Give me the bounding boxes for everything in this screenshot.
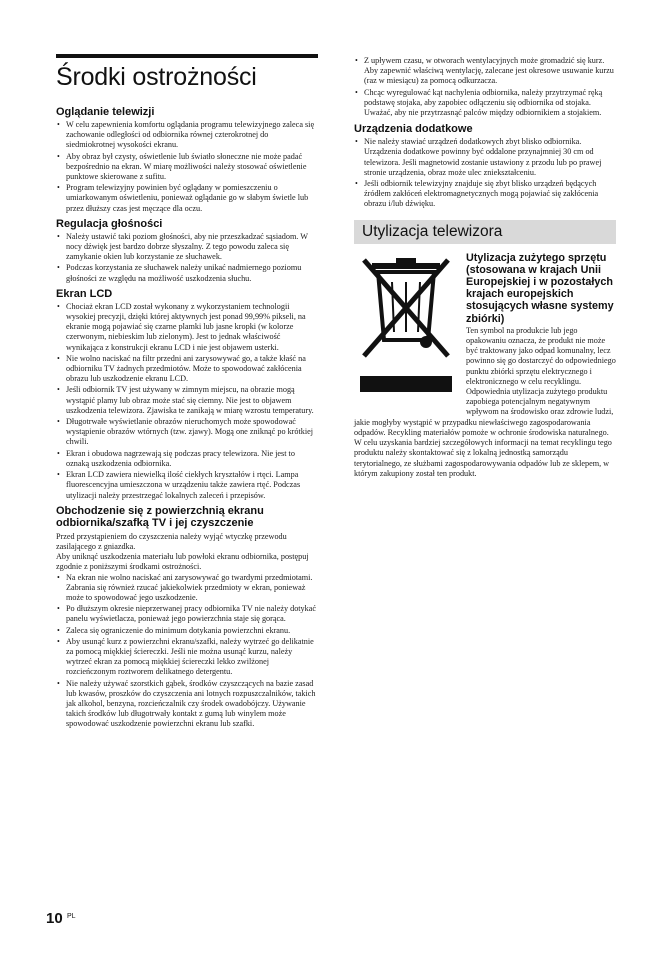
list-item: • Ekran i obudowa nagrzewają się podczas pracy telewizora. Nie jest to oznaką uszkodzenia odbiornika. [56,449,318,469]
section-heading: Ekran LCD [56,287,113,300]
list-item: • Aby usunąć kurz z powierzchni ekranu/szafki, należy wytrzeć go delikatnie za pomocą miękkiej ściereczki. Jeśli nie można usunąć kurzu, należy wytrzeć ekran za pomocą miękkiej ściereczki lekko zwilżonej rozcieńczonym roztworem delikatnego detergentu. [56,637,318,678]
section-heading: Obchodzenie się z powierzchnią ekranu odbiornika/szafką TV i jej czyszczenie [56,504,264,530]
bullet-list [56,302,318,501]
bullet-list [56,232,318,284]
bullet-list [354,56,616,118]
list-item: • W celu zapewnienia komfortu oglądania programu telewizyjnego zaleca się zachowanie odległości od odbiornika równej czterokrotnej do siedmiokrotnej wysokości ekranu. [56,120,318,151]
list-item: • Na ekran nie wolno naciskać ani zarysowywać go twardymi przedmiotami. Zabrania się również rzucać jakiekolwiek przedmioty w ekran, ponieważ może to spowodować jego uszkodzenie. [56,573,318,604]
section-heading: Urządzenia dodatkowe [354,123,473,136]
bullet-list [56,120,318,214]
page-language: PL [67,913,76,920]
section-cleaning [56,505,318,730]
list-item: • Nie należy stawiać urządzeń dodatkowych zbyt blisko odbiornika. Urządzenia dodatkowe powinny być oddalone przynajmniej 30 cm od telewizora. Jeśli magnetowid zostanie ustawiony z przodu lub po prawej stronie urządzenia, obraz może ulec zniekształceniu. [354,137,616,178]
list-item: • Długotrwałe wyświetlanie obrazów nieruchomych może spowodować wystąpienie obrazów wtórnych (tzw. zjawy). Mogą one zniknąć po krótkiej chwili. [56,417,318,448]
list-item: • Jeśli odbiornik TV jest używany w zimnym miejscu, na obrazie mogą wystąpić plamy lub obraz może stać się ciemny. Nie jest to objawem uszkodzenia telewizora. Zjawiska te zanikają w miarę wzrostu temperatury. [56,385,318,416]
cleaning-intro: Przed przystąpieniem do czyszczenia należy wyjąć wtyczkę przewodu zasilającego z gniazdka. [56,531,287,551]
disposal-text: Ten symbol na produkcie lub jego opakowaniu oznacza, że produkt nie może być traktowany jako odpad komunalny, lecz powinno się go dostarczyć do odpowiedniego punktu zbiórki sprzętu elektrycznego i elektronicznego w celu recyklingu. Odpowiednia utylizacja zużytego produktu zapobiega potencjalnym negatywnym wpływom na środowisko oraz zdrowie ludzi, jakie mogłyby wystąpić w przypadku niewłaściwego zagospodarowania odpadów. Recykling materiałów pomoże w ochronie środowiska naturalnego. [354,325,616,437]
list-item: • Podczas korzystania ze słuchawek należy unikać nadmiernego poziomu głośności ze względu na możliwość uszkodzenia słuchu. [56,263,318,283]
list-item: • Zaleca się ograniczenie do minimum dotykania powierzchni ekranu. [56,626,318,636]
section-lcd [56,288,318,501]
disposal-section [354,252,616,479]
crossed-out-wheeled-bin-icon [354,252,458,410]
bullet-list [56,573,318,730]
section-volume [56,218,318,284]
bullet-list [354,137,616,209]
list-item: • Po dłuższym okresie nieprzerwanej pracy odbiornika TV nie należy dotykać panelu wyświetlacza, ponieważ jego powierzchnia staje się gorąca. [56,604,318,624]
list-item: • Z upływem czasu, w otworach wentylacyjnych może gromadzić się kurz. Aby zapewnić właściwą wentylację, zalecane jest okresowe usuwanie kurzu (raz w miesiącu) za pomocą odkurzacza. [354,56,616,87]
list-item: • Nie należy używać szorstkich gąbek, środków czyszczących na bazie zasad lub kwasów, proszków do czyszczenia ani lotnych rozpuszczalników, takich jak alkohol, benzyna, rozcieńczalnik czy środek owadobójczy. Używanie takich środków lub długotrwały kontakt z gumą lub winylem może spowodować uszkodzenie powierzchni ekranu lub szafki. [56,679,318,730]
section-optional-equipment [354,123,616,209]
list-item: • Program telewizyjny powinien być oglądany w pomieszczeniu o umiarkowanym oświetleniu, ponieważ oglądanie go w słabym świetle lub przez dłuższy czas jest męczące dla oczu. [56,183,318,214]
list-item: • Nie wolno naciskać na filtr przedni ani zarysowywać go, a także kłaść na odbiorniku TV żadnych przedmiotów. Może to spowodować zakłócenia obrazu lub uszkodzenie ekranu LCD. [56,354,318,385]
section-heading: Oglądanie telewizji [56,106,155,118]
disposal-heading: Utylizacja zużytego sprzętu (stosowana w krajach Unii Europejskiej i w pozostałych krajach europejskich stosujących własne systemy zbiórki) [466,251,614,325]
page-number: 10 [46,910,63,927]
list-item: • Chociaż ekran LCD został wykonany z wykorzystaniem technologii wysokiej precyzji, dzięki której aktywnych jest ponad 99,99% pikseli, na ekranie mogą pojawiać się czarne plamki lub jasne kropki (w kolorze czerwonym, niebieskim lub zielonym). Jest to jednak właściwość wynikająca z konstrukcji ekranu LCD i nie jest objawem usterki. [56,302,318,353]
page-title: Środki ostrożności [56,63,257,91]
left-column [56,54,318,734]
list-item: • Jeśli odbiornik telewizyjny znajduje się zbyt blisko urządzeń będących źródłem zakłóceń elektromagnetycznych mogą pojawiać się zakłócenia obrazu i/lub dźwięku. [354,179,616,210]
section-heading: Regulacja głośności [56,217,163,230]
list-item: • Ekran LCD zawiera niewielką ilość ciekłych kryształów i rtęci. Lampa fluorescencyjna umieszczona w urządzeniu także zawiera rtęć. Podczas utylizacji należy przestrzegać lokalnych zaleceń i przepisów. [56,470,318,501]
banner-title: Utylizacja telewizora [362,222,503,240]
list-item: • Chcąc wyregulować kąt nachylenia odbiornika, należy przytrzymać ręką podstawę stojaka, aby zapobiec odłączeniu się odbiornika od stojaka. Uważać, aby nie przytrzasnąć palców między odbiornikiem a stojakiem. [354,88,616,119]
cleaning-intro-2: Aby uniknąć uszkodzenia materiału lub powłoki ekranu odbiornika, postępuj zgodnie z poniższymi środkami ostrożności. [56,552,309,572]
section-tv-watching [56,106,318,214]
title-rule [56,54,318,58]
list-item: • Należy ustawić taki poziom głośności, aby nie przeszkadzać sąsiadom. W nocy dźwięk jest bardzo dobrze słyszalny. Z tego powodu zaleca się zamykanie okien lub korzystanie ze słuchawek. [56,232,318,263]
right-column [354,56,616,479]
list-item: • Aby obraz był czysty, oświetlenie lub światło słoneczne nie może padać bezpośrednio na ekran. W miarę możliwości należy stosować oświetlenie punktowe skierowane z sufitu. [56,152,318,183]
disposal-text-2: W celu uzyskania bardziej szczegółowych informacji na temat recyklingu tego produktu należy skontaktować się z lokalną jednostką samorządu terytorialnego, ze służbami zagospodarowywania odpadów lub ze sklepem, w którym zakupiony został ten produkt. [354,438,612,478]
disposal-banner [354,220,616,244]
